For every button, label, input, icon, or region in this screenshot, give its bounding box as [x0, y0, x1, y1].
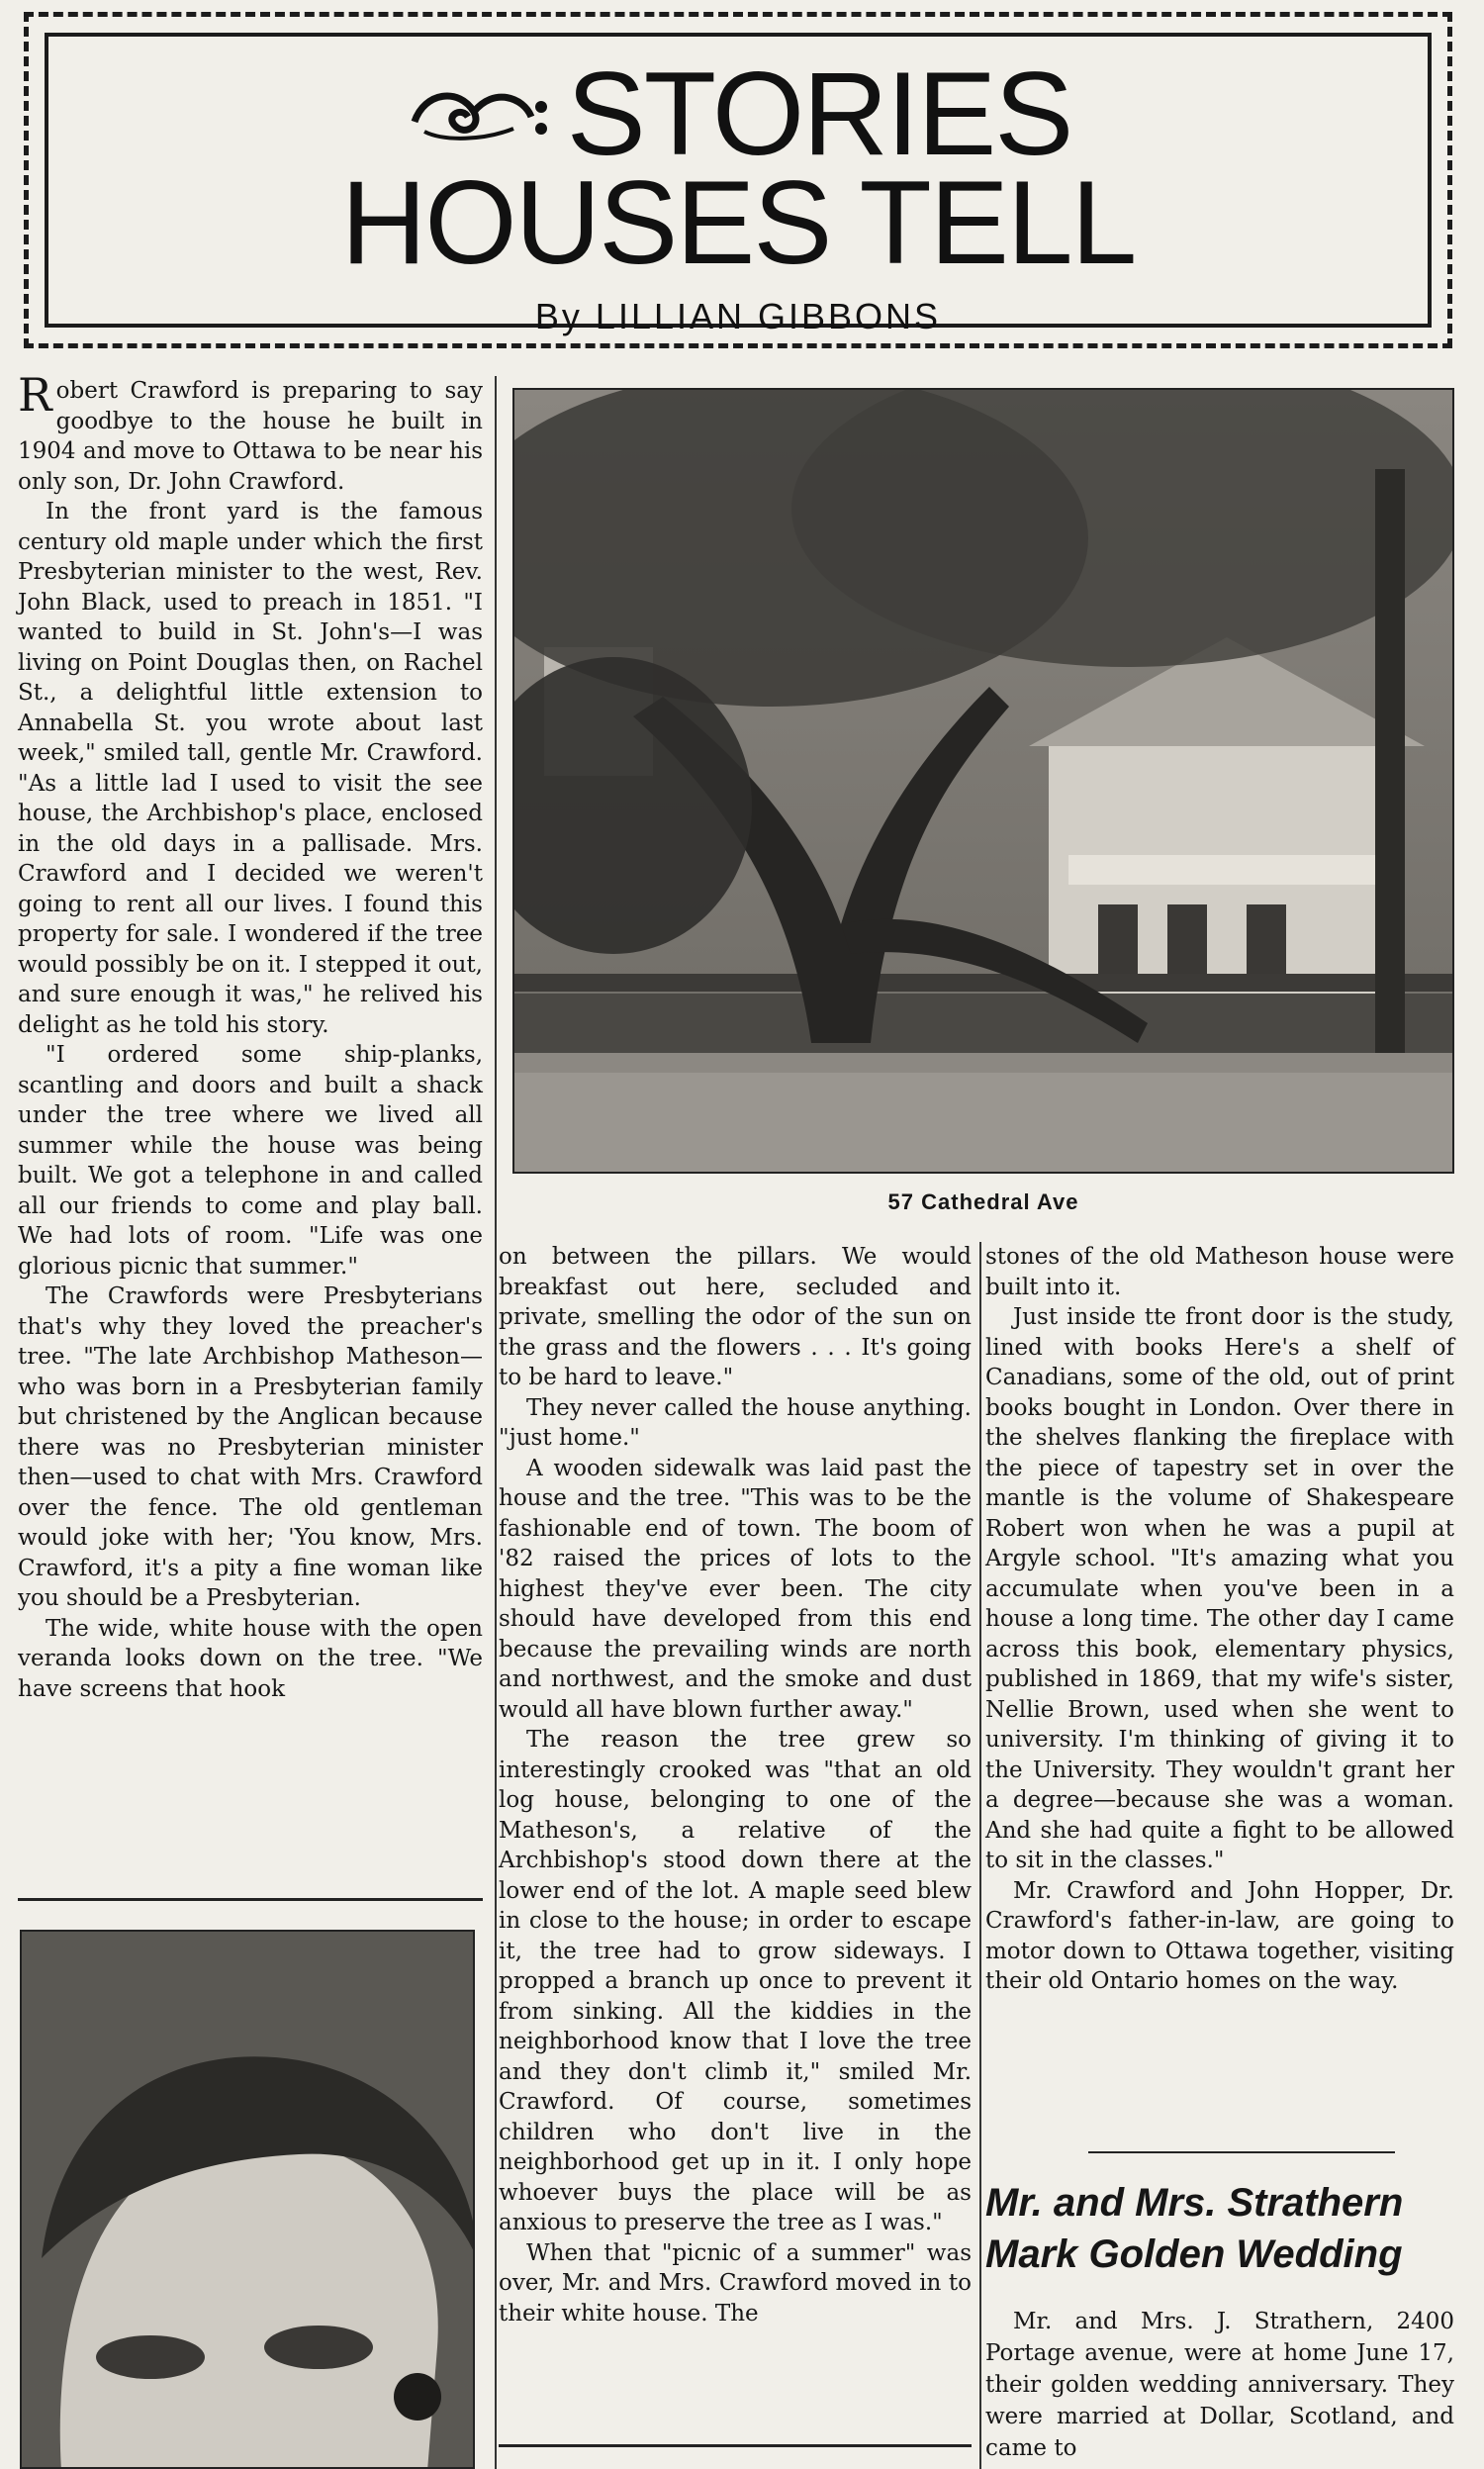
drop-cap-rest: obert Crawford is preparing to say goodbye to the house he built in 1904 and move to Ottawa to be near his only son, Dr. John Crawford.	[18, 378, 483, 495]
photo-caption: 57 Cathedral Ave	[887, 1189, 1079, 1214]
section-divider	[18, 1898, 483, 1901]
article-column-2	[499, 1242, 972, 2328]
title-word-stories: STORIES	[566, 47, 1072, 180]
article-paragraph: The reason the tree grew so interestingly crooked was "that an old log house, belonging to one of the Matheson's, a relative of the Archbishop's stood down there at the lower end of the lot. A maple seed blew in close to the house; in order to escape it, the tree had to grow sideways. I propped a branch up once to prevent it from sinking. All the kiddies in the neighborhood know that I love the tree and they don't climb it," smiled Mr. Crawford. Of course, sometimes children who don't live in the neighborhood get up in it. I only hope whoever buys the place will be as anxious to preserve the tree as I was."	[499, 1727, 972, 2235]
flourish-ornament-icon	[405, 77, 553, 146]
article-column-3	[985, 1242, 1454, 1997]
adjacent-column-fragment	[1468, 20, 1484, 792]
article-column-1	[18, 368, 483, 1704]
article-paragraph: The Crawfords were Presbyterians that's why they loved the preacher's tree. "The late Archbishop Matheson—who was born in a Presbyterian family but christened by the Anglican because there was no Presbyterian minister then—used to chat with Mrs. Crawford over the fence. The old gentleman would joke with her; 'You know, Mrs. Crawford, it's a pity a fine woman like you should be a Presbyterian.	[18, 1283, 483, 1611]
second-article-headline: Mr. and Mrs. Strathern Mark Golden Wedding	[985, 2181, 1404, 2276]
article-paragraph: When that "picnic of a summer" was over, Mr. and Mrs. Crawford moved in to their white house. The	[499, 2239, 972, 2327]
drop-cap-letter: R	[18, 368, 52, 422]
byline: By LILLIAN GIBBONS	[534, 296, 942, 336]
article-paragraph: on between the pillars. We would breakfast out here, secluded and private, smelling the odor of the sun on the grass and the flowers . . . It's going to be hard to leave."	[499, 1244, 972, 1390]
masthead-banner	[24, 12, 1452, 348]
masthead-title-line1	[48, 47, 1428, 180]
column-divider	[495, 376, 497, 2469]
article-paragraph: The wide, white house with the open veranda looks down on the tree. "We have screens that hook	[18, 1615, 483, 1702]
article-paragraph: Mr. and Mrs. J. Strathern, 2400 Portage avenue, were at home June 17, their golden wedding anniversary. They were married at Dollar, Scotland, and came to	[985, 2309, 1454, 2461]
column-divider	[979, 1242, 981, 2469]
house-photo	[512, 388, 1454, 1174]
section-divider	[499, 2444, 972, 2447]
house-tree-image	[514, 390, 1454, 1174]
portrait-image	[22, 1932, 475, 2469]
article-paragraph: A wooden sidewalk was laid past the house and the tree. "This was to be the fashionable end of town. The boom of '82 raised the prices of lots to the highest they've ever been. The city should have developed from this end because the prevailing winds are north and northwest, and the smoke and dust would all have blown further away."	[499, 1455, 972, 1723]
article-paragraph: They never called the house anything. "just home."	[499, 1394, 972, 1451]
article-paragraph: "I ordered some ship-planks, scantling and doors and built a shack under the tree where we lived all summer while the house was being built. We got a telephone in and called all our friends to come and play ball. We had lots of room. "Life was one glorious picnic that summer."	[18, 1042, 483, 1280]
article-paragraph: stones of the old Matheson house were built into it.	[985, 1244, 1454, 1300]
masthead-title-line2: HOUSES TELL	[340, 156, 1136, 289]
portrait-photo	[20, 1930, 475, 2469]
article-paragraph: In the front yard is the famous century old maple under which the first Presbyterian minister to the west, Rev. John Black, used to preach in 1851. "I wanted to build in St. John's—I was living on Point Douglas then, on Rachel St., a delightful little extension to Annabella St. you wrote about last week," smiled tall, gentle Mr. Crawford. "As a little lad I used to visit the see house, the Archbishop's place, enclosed in the old days in a pallisade. Mrs. Crawford and I decided we weren't going to rent all our lives. I found this property for sale. I wondered if the tree would possibly be on it. I stepped it out, and sure enough it was," he relived his delight as he told his story.	[18, 499, 483, 1038]
article-paragraph: Mr. Crawford and John Hopper, Dr. Crawford's father-in-law, are going to motor down to Ottawa together, visiting their old Ontario homes on the way.	[985, 1877, 1454, 1994]
article-paragraph	[18, 368, 483, 497]
second-article-body	[985, 2306, 1454, 2464]
article-paragraph: Just inside tte front door is the study, lined with books Here's a shelf of Canadians, some of the old, out of print books bought in London. Over there in the shelves flanking the fireplace with the piece of tapestry set in over the mantle is the volume of Shakespeare Robert won when he was a pupil at Argyle school. "It's amazing what you accumulate when you've been in a house a long time. The other day I came across this book, elementary physics, published in 1869, that my wife's sister, Nellie Brown, used when she went to university. I'm thinking of giving it to the University. They wouldn't grant her a degree—because she was a woman. And she had quite a fight to be allowed to sit in the classes."	[985, 1304, 1454, 1873]
drop-cap-text	[18, 368, 483, 495]
section-divider	[1088, 2151, 1395, 2153]
